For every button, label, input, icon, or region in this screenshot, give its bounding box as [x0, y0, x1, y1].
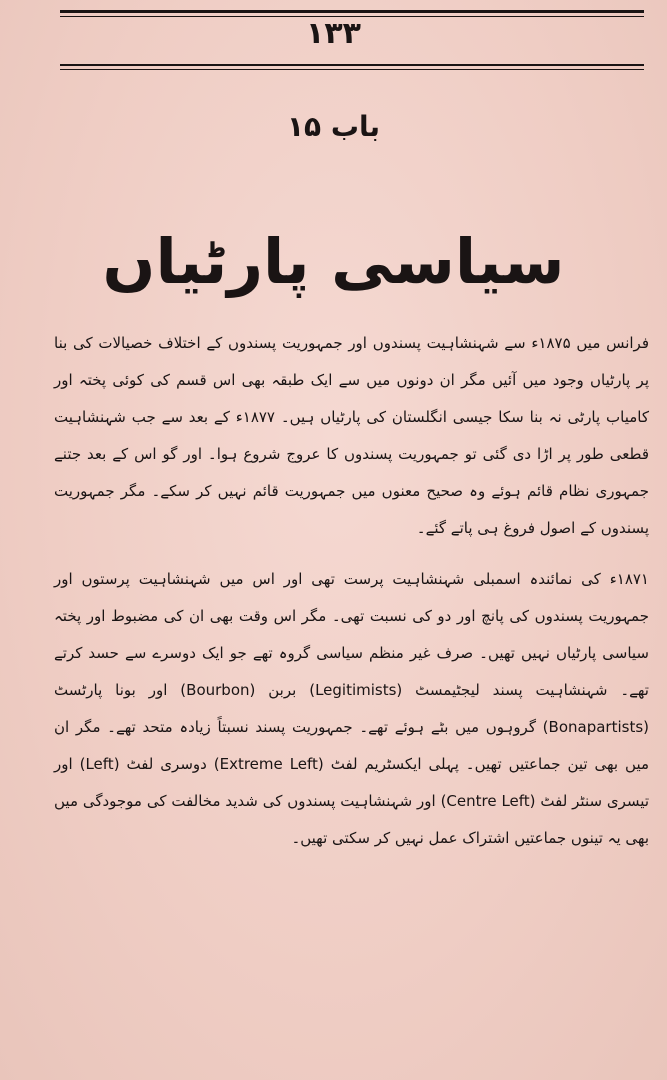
header-rule-upper: [60, 64, 644, 66]
chapter-title: سیاسی پارٹیاں: [102, 225, 565, 298]
paragraph-2: ۱۸۷۱ء کی نمائندہ اسمبلی شہنشاہیت پرست تھی اور اس میں شہنشاہیت پرستوں اور جمہوریت پسندوں کی پانچ اور دو کی نسبت تھی۔ مگر اس وقت بھی ان کی مضبوط اور پختہ سیاسی پارٹیاں نہیں تھیں۔ صرف غیر منظم سیاسی گروہ تھے جو ایک دوسرے سے حسد کرتے تھے۔ شہنشاہیت پسند لیجٹیمسٹ (Legitimists) بربن (Bourbon) اور بونا پارٹسٹ (Bonapartists) گروہوں میں بٹے ہوئے تھے۔ جمہوریت پسند نسبتاً زیادہ متحد تھے۔ مگر ان میں بھی تین جماعتیں تھیں۔ پہلی ایکسٹریم لفٹ (Extreme Left) دوسری لفٹ (Left) اور تیسری سنٹر لفٹ (Centre Left) اور شہنشاہیت پسندوں کی شدید مخالفت کی موجودگی میں بھی یہ تینوں جماعتیں اشتراک عمل نہیں کر سکتی تھیں۔: [54, 570, 650, 847]
header-rule-lower: [60, 69, 644, 70]
page-number: ۱۳۳: [306, 16, 361, 51]
paragraph-1: فرانس میں ۱۸۷۵ء سے شہنشاہیت پسندوں اور جمہوریت پسندوں کے اختلاف خصیالات کی بنا پر پارٹیاں وجود میں آئیں مگر ان دونوں میں سے ایک طبقہ بھی اس قسم کی کوئی پختہ اور کامیاب پارٹی نہ بنا سکا جیسی انگلستان کی پارٹیاں ہیں۔ ۱۸۷۷ء کے بعد سے جب شہنشاہیت قطعی طور پر اڑا دی گئی تو جمہوریت پسندوں کا عروج شروع ہوا۔ اور گو اس کے بعد جتنے جمہوری نظام قائم ہوئے وہ صحیح معنوں میں جمہوریت قائم نہیں کر سکے۔ مگر جمہوریت پسندوں کے اصول فروغ ہی پاتے گئے۔: [54, 334, 649, 537]
chapter-label: باب ۱۵: [286, 110, 381, 143]
body-text: [54, 325, 649, 857]
top-rule-upper: [60, 10, 644, 13]
